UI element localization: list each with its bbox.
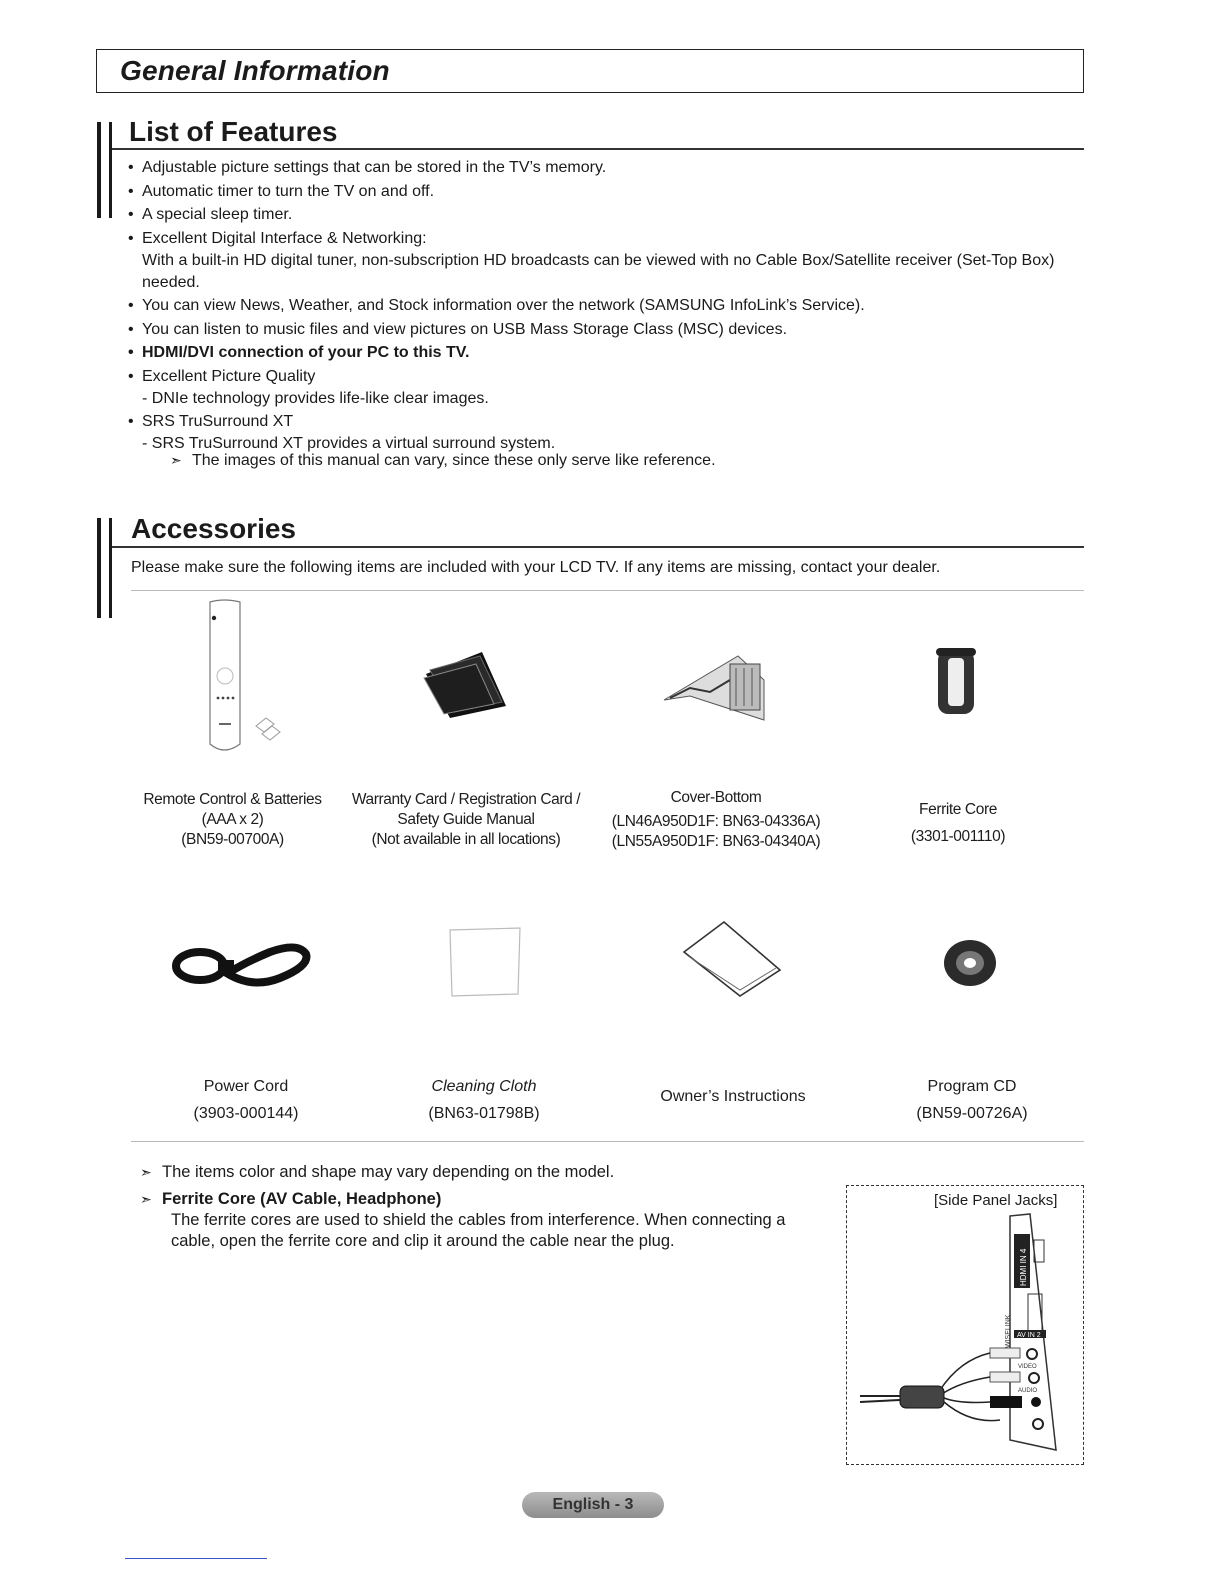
warranty-card-image <box>420 646 510 720</box>
accessory-caption: Cover-Bottom (LN46A950D1F: BN63-04336A) (LN55A950D1F: BN63-04340A) <box>611 789 821 850</box>
feature-sub: - DNIe technology provides life-like clear images. <box>142 389 489 407</box>
side-panel-jacks-diagram <box>860 1210 1060 1460</box>
feature-item: • Excellent Digital Interface & Networking: With a built-in HD digital tuner, non-subscription HD broadcasts can be viewed with no Cable Box/Satellite receiver (Set-Top Box) needed. <box>128 228 1068 294</box>
note-arrow-icon: ➣ <box>170 452 182 468</box>
ferrite-note: ➣ Ferrite Core (AV Cable, Headphone) The ferrite cores are used to shield the cables from interference. When connecting a cable, open the ferrite core and clip it around the cable near the plug. <box>140 1189 830 1252</box>
feature-item: • SRS TruSurround XT - SRS TruSurround XT provides a virtual surround system. <box>128 411 1068 455</box>
accessory-caption: Warranty Card / Registration Card / Safety Guide Manual (Not available in all locations) <box>351 791 581 848</box>
section-bar-thin <box>109 122 112 218</box>
audio-label: AUDIO <box>1018 1388 1038 1394</box>
accessories-intro-rule <box>131 590 1084 591</box>
features-rule <box>112 148 1084 150</box>
feature-item: • A special sleep timer. <box>128 206 293 223</box>
accessory-caption: Program CD (BN59-00726A) <box>916 1078 1028 1122</box>
side-panel-label: [Side Panel Jacks] <box>934 1192 1058 1209</box>
accessory-caption: Cleaning Cloth (BN63-01798B) <box>428 1078 540 1122</box>
cover-bottom-image <box>660 650 770 724</box>
feature-item: • You can view News, Weather, and Stock information over the network (SAMSUNG InfoLink’s Service). <box>128 297 865 314</box>
ferrite-core-image <box>930 644 982 720</box>
remote-control-image <box>196 598 292 758</box>
accessories-title: Accessories <box>131 513 297 544</box>
color-note: ➣ The items color and shape may vary depending on the model. <box>140 1163 615 1181</box>
feature-item: • Excellent Picture Quality - DNIe technology provides life-like clear images. <box>128 366 1068 410</box>
av-in-label: AV IN 2 <box>1017 1332 1041 1339</box>
section-bar-thin <box>109 518 112 618</box>
section-bar-thick <box>97 122 101 218</box>
hdmi-label: HDMI IN 4 <box>1019 1248 1028 1286</box>
accessory-caption: Remote Control & Batteries (AAA x 2) (BN59-00700A) <box>143 791 322 848</box>
feature-item: • Adjustable picture settings that can be stored in the TV’s memory. <box>128 159 607 176</box>
accessories-rule <box>112 546 1084 548</box>
feature-item: • You can listen to music files and view pictures on USB Mass Storage Class (MSC) devices. <box>128 320 788 338</box>
wiselink-label: WISELINK <box>1005 1314 1012 1348</box>
video-label: VIDEO <box>1018 1364 1037 1370</box>
accessory-caption: Ferrite Core (3301-001110) <box>910 801 1006 845</box>
note-arrow-icon: ➣ <box>140 1164 152 1180</box>
feature-item: • HDMI/DVI connection of your PC to this TV. <box>128 344 470 361</box>
features-title: List of Features <box>129 116 338 147</box>
feature-sub: - SRS TruSurround XT provides a virtual surround system. <box>142 435 556 452</box>
bottom-notes <box>140 1162 830 1252</box>
accessory-caption: Power Cord (3903-000144) <box>193 1078 299 1122</box>
page-title: General Information <box>120 55 390 86</box>
program-cd-image <box>942 938 998 988</box>
cleaning-cloth-image <box>444 924 526 1000</box>
ferrite-text: The ferrite cores are used to shield the cables from interference. When connecting a cable, open the ferrite core and clip it around the cable near the plug. <box>171 1211 786 1250</box>
page-number-badge: English - 3 <box>522 1492 664 1518</box>
features-note: ➣ The images of this manual can vary, since these only serve like reference. <box>170 452 716 469</box>
accessories-intro: Please make sure the following items are included with your LCD TV. If any items are missing, contact your dealer. <box>131 559 941 576</box>
accessory-caption: Owner’s Instructions <box>660 1088 806 1105</box>
note-arrow-icon: ➣ <box>140 1191 152 1207</box>
feature-item: • Automatic timer to turn the TV on and off. <box>128 182 435 200</box>
section-bar-thick <box>97 518 101 618</box>
power-cord-image <box>170 938 320 994</box>
footer-line <box>125 1558 267 1559</box>
accessories-bottom-rule <box>131 1141 1084 1142</box>
features-list <box>128 157 1068 457</box>
feature-sub: With a built-in HD digital tuner, non-subscription HD broadcasts can be viewed with no Cable Box/Satellite receiver (Set-Top Box) needed. <box>142 251 1055 291</box>
owners-instructions-image <box>680 918 784 998</box>
